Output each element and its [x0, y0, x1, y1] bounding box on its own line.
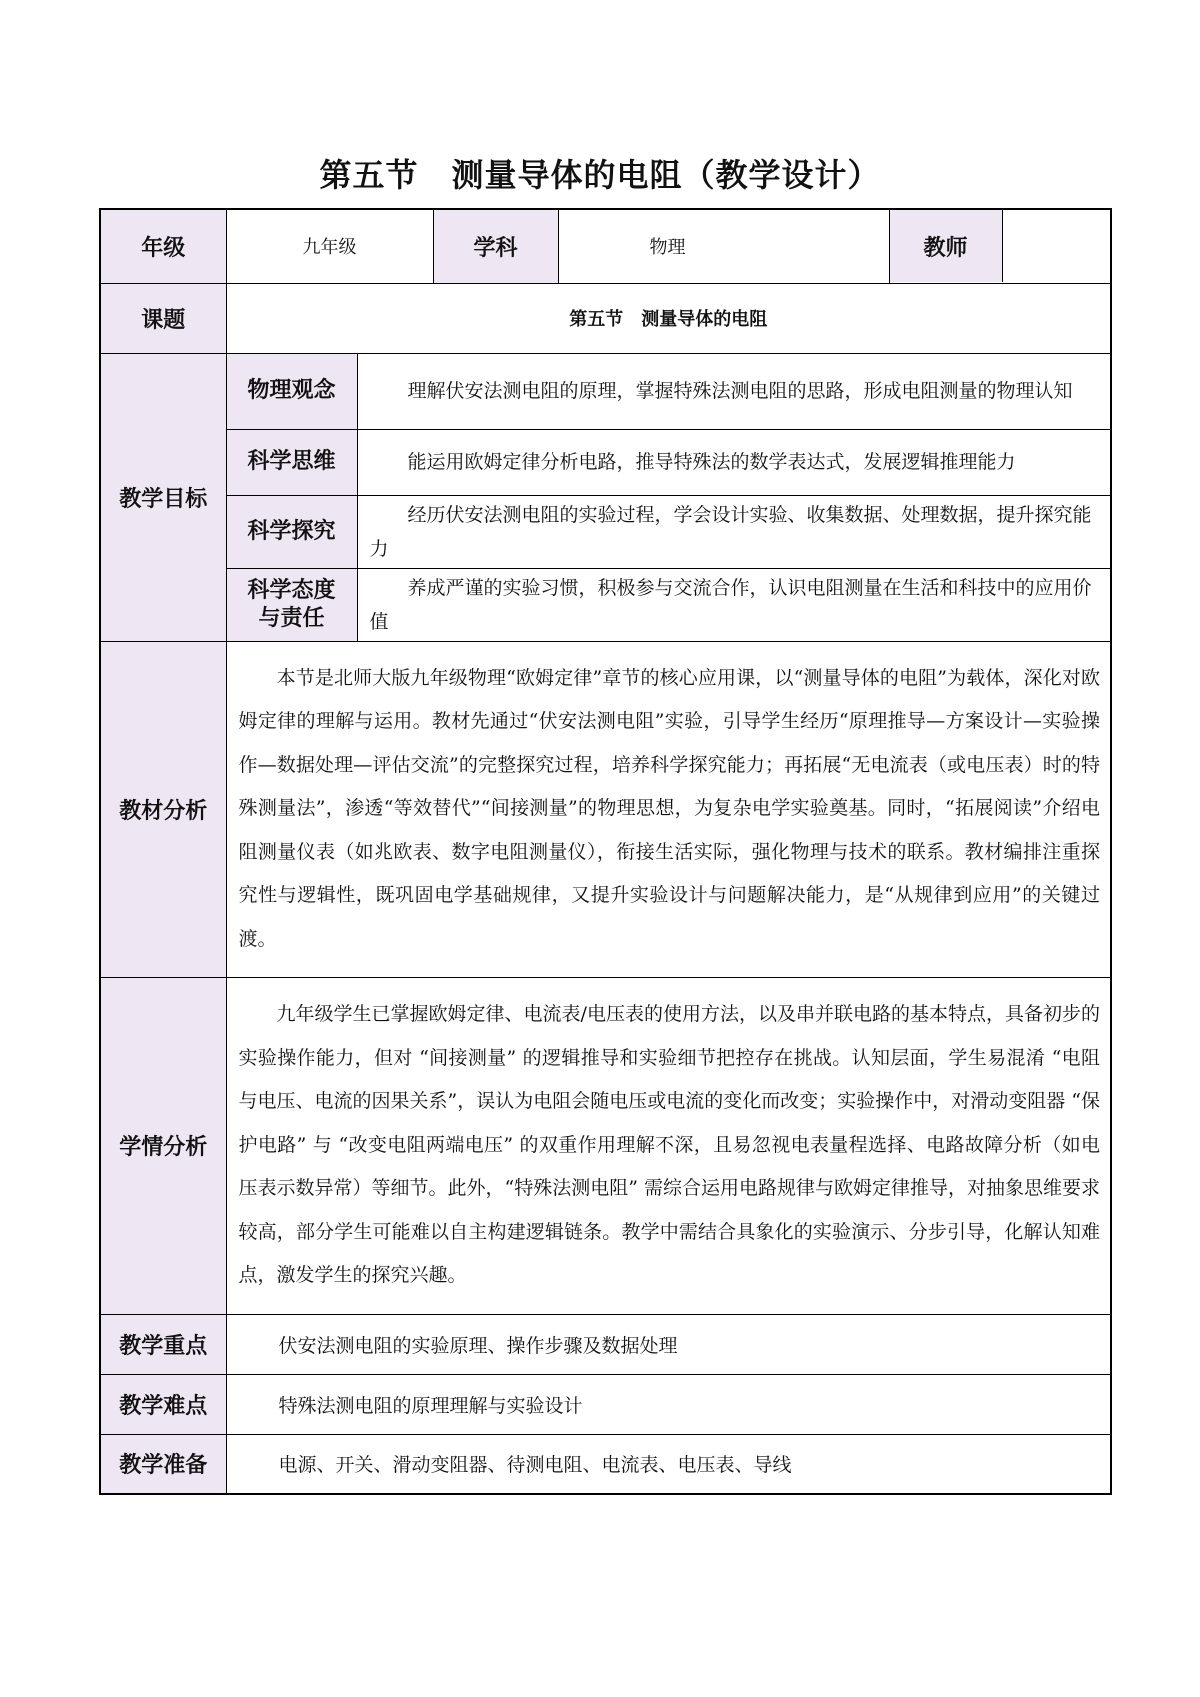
objective-label: 物理观念	[226, 353, 357, 429]
objective-text: 理解伏安法测电阻的原理，掌握特殊法测电阻的思路，形成电阻测量的物理认知	[357, 353, 1111, 429]
key-point-row	[100, 1314, 1111, 1374]
objective-text: 能运用欧姆定律分析电路，推导特殊法的数学表达式，发展逻辑推理能力	[357, 429, 1111, 495]
topic-row	[100, 283, 1111, 353]
subject-value: 物理	[558, 209, 889, 283]
difficulty-label: 教学难点	[100, 1374, 226, 1434]
subject-label: 学科	[433, 209, 558, 283]
objective-row	[100, 568, 1111, 641]
student-analysis-label: 学情分析	[100, 977, 226, 1314]
topic-label: 课题	[100, 283, 226, 353]
preparation-text: 电源、开关、滑动变阻器、待测电阻、电流表、电压表、导线	[226, 1434, 1111, 1494]
teacher-cell	[889, 209, 1111, 283]
objective-label: 科学探究	[226, 495, 357, 568]
key-point-text: 伏安法测电阻的实验原理、操作步骤及数据处理	[226, 1314, 1111, 1374]
material-analysis-text: 本节是北师大版九年级物理“欧姆定律”章节的核心应用课，以“测量导体的电阻”为载体，深化对欧姆定律的理解与运用。教材先通过“伏安法测电阻”实验，引导学生经历“原理推导—方案设计—实验操作—数据处理—评估交流”的完整探究过程，培养科学探究能力；再拓展“无电流表（或电压表）时的特殊测量法”，渗透“等效替代”“间接测量”的物理思想，为复杂电学实验奠基。同时，“拓展阅读”介绍电阻测量仪表（如兆欧表、数字电阻测量仪），衔接生活实际，强化物理与技术的联系。教材编排注重探究性与逻辑性，既巩固电学基础规律，又提升实验设计与问题解决能力，是“从规律到应用”的关键过渡。	[226, 641, 1111, 977]
objective-text: 经历伏安法测电阻的实验过程，学会设计实验、收集数据、处理数据，提升探究能力	[357, 495, 1111, 568]
material-analysis-row	[100, 641, 1111, 977]
objective-label: 科学思维	[226, 429, 357, 495]
teacher-label: 教师	[890, 210, 1003, 282]
difficulty-row	[100, 1374, 1111, 1434]
key-point-label: 教学重点	[100, 1314, 226, 1374]
objective-text: 养成严谨的实验习惯，积极参与交流合作，认识电阻测量在生活和科技中的应用价值	[357, 568, 1111, 641]
material-analysis-label: 教材分析	[100, 641, 226, 977]
student-analysis-text: 九年级学生已掌握欧姆定律、电流表/电压表的使用方法，以及串并联电路的基本特点，具备初步的实验操作能力，但对 “间接测量” 的逻辑推导和实验细节把控存在挑战。认知层面，学生易混淆 “电阻与电压、电流的因果关系”，误认为电阻会随电压或电流的变化而改变；实验操作中，对滑动变阻器 “保护电路” 与 “改变电阻两端电压” 的双重作用理解不深，且易忽视电表量程选择、电路故障分析（如电压表示数异常）等细节。此外，“特殊法测电阻” 需综合运用电路规律与欧姆定律推导，对抽象思维要求较高，部分学生可能难以自主构建逻辑链条。教学中需结合具象化的实验演示、分步引导，化解认知难点，激发学生的探究兴趣。	[226, 977, 1111, 1314]
preparation-row	[100, 1434, 1111, 1494]
student-analysis-row	[100, 977, 1111, 1314]
objectives-label: 教学目标	[100, 353, 226, 641]
teacher-value	[1003, 210, 1111, 282]
grade-value: 九年级	[226, 209, 433, 283]
topic-value: 第五节 测量导体的电阻	[226, 283, 1111, 353]
objective-row	[100, 429, 1111, 495]
objective-row	[100, 353, 1111, 429]
preparation-label: 教学准备	[100, 1434, 226, 1494]
grade-label: 年级	[100, 209, 226, 283]
info-row	[100, 209, 1111, 283]
objective-label: 科学态度 与责任	[226, 568, 357, 641]
difficulty-text: 特殊法测电阻的原理理解与实验设计	[226, 1374, 1111, 1434]
document-title: 第五节 测量导体的电阻（教学设计）	[319, 156, 881, 194]
objective-row	[100, 495, 1111, 568]
lesson-plan-table	[99, 208, 1112, 1495]
